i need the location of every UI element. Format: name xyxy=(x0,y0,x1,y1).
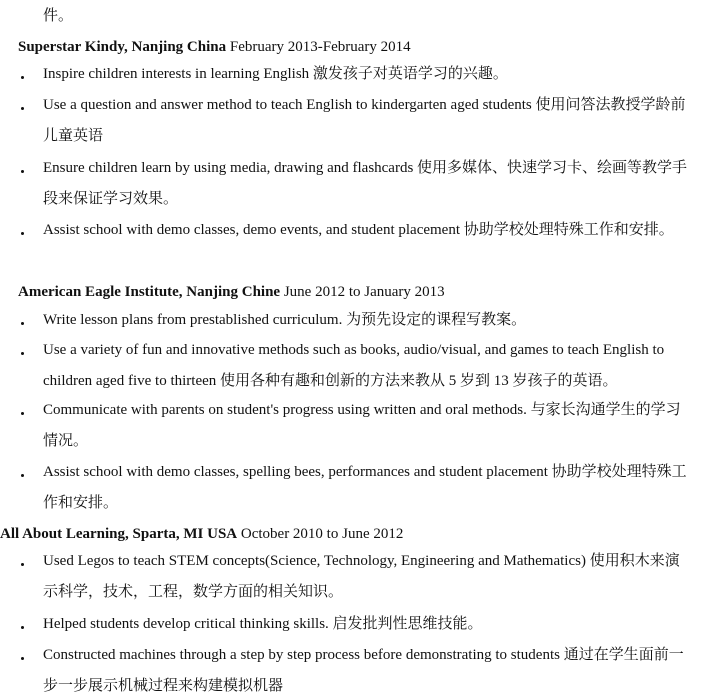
job-dates: June 2012 to January 2013 xyxy=(280,284,445,300)
bullet-marker xyxy=(21,657,24,660)
job-dates: October 2010 to June 2012 xyxy=(237,526,404,542)
bullet-marker xyxy=(21,352,24,355)
bullet-item: Use a variety of fun and innovative methods such as books, audio/visual, and games to teach English to children aged five to thirteen 使用各种有趣和创新的方法来教从 5 岁到 13 岁孩子的英语。 xyxy=(43,342,665,389)
bullet-item: Communicate with parents on student's progress using written and oral methods. 与家长沟通学生的学习情况。 xyxy=(43,402,681,449)
job-org: All About Learning, Sparta, MI USA xyxy=(0,526,238,542)
bullet-marker xyxy=(21,474,24,477)
bullet-item: Write lesson plans from prestablished curriculum. 为预先设定的课程写教案。 xyxy=(43,312,527,328)
bullet-marker xyxy=(21,76,24,79)
bullet-marker xyxy=(21,322,24,325)
job-org: American Eagle Institute, Nanjing Chine xyxy=(18,284,281,300)
bullet-item: Ensure children learn by using media, drawing and flashcards 使用多媒体、快速学习卡、绘画等教学手段来保证学习效果。 xyxy=(43,160,688,207)
bullet-item: Assist school with demo classes, demo events, and student placement 协助学校处理特殊工作和安排。 xyxy=(43,222,674,238)
bullet-item: Use a question and answer method to teach English to kindergarten aged students 使用问答法教授学龄前儿童英语 xyxy=(43,97,686,144)
bullet-marker xyxy=(21,626,24,629)
bullet-item: Assist school with demo classes, spelling bees, performances and student placement 协助学校处理特殊工作和安排。 xyxy=(43,464,687,511)
job-org: Superstar Kindy, Nanjing China xyxy=(18,39,227,55)
bullet-marker xyxy=(21,107,24,110)
job-heading xyxy=(18,282,445,302)
intro-tail-text: 件。 xyxy=(43,8,74,24)
bullet-marker xyxy=(21,412,24,415)
bullet-item: Helped students develop critical thinking skills. 启发批判性思维技能。 xyxy=(43,616,483,632)
job-heading xyxy=(18,37,411,57)
bullet-item: Constructed machines through a step by step process before demonstrating to students 通过在学生面前一步一步展示机械过程来构建模拟机器 xyxy=(43,647,684,693)
bullet-item: Inspire children interests in learning English 激发孩子对英语学习的兴趣。 xyxy=(43,66,508,82)
job-heading xyxy=(0,524,403,544)
bullet-marker xyxy=(21,563,24,566)
bullet-item: Used Legos to teach STEM concepts(Science, Technology, Engineering and Mathematics) 使用积木来演示科学，技术，工程，数学方面的相关知识。 xyxy=(43,553,680,600)
job-dates: February 2013-February 2014 xyxy=(226,39,411,55)
bullet-marker xyxy=(21,170,24,173)
bullet-marker xyxy=(21,232,24,235)
